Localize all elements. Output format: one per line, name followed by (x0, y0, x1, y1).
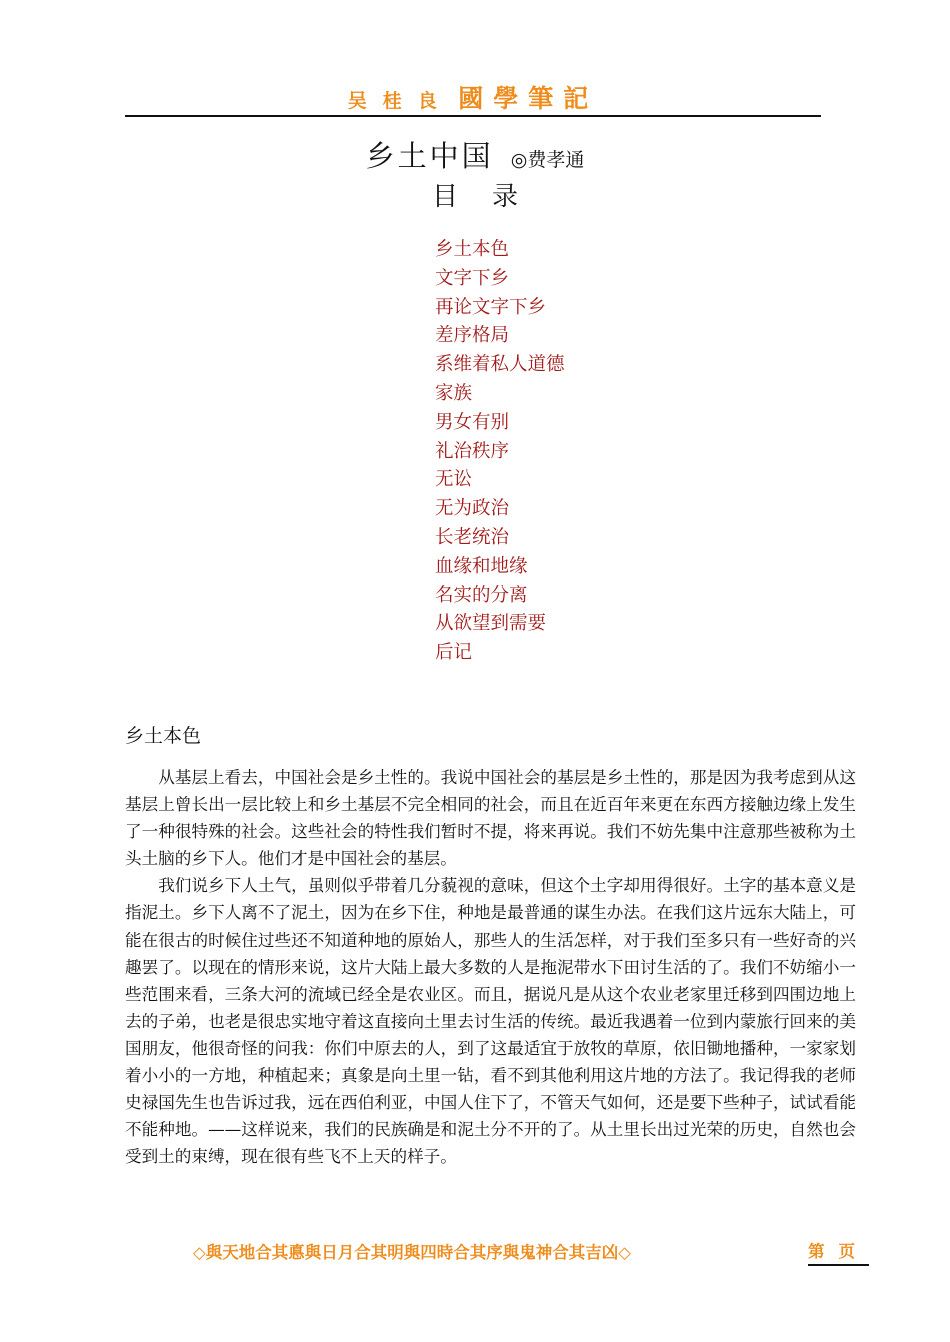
toc-item[interactable]: 后记 (435, 642, 473, 664)
header-series-title: 國學筆記 (458, 84, 599, 113)
toc-item[interactable]: 从欲望到需要 (435, 613, 547, 635)
chapter-heading: 乡土本色 (125, 725, 202, 747)
header-author: 吴桂良 (347, 90, 453, 112)
title-row (0, 134, 950, 175)
body-paragraph: 我们说乡下人土气，虽则似乎带着几分藐视的意味，但这个土字却用得很好。土字的基本意义是指泥土。乡下人离不了泥土，因为在乡下住，种地是最普通的谋生办法。在我们这片远东大陆上，可能在很古的时候住过些还不知道种地的原始人，那些人的生活怎样，对于我们至多只有一些好奇的兴趣罢了。以现在的情形来说，这片大陆上最大多数的人是拖泥带水下田讨生活的了。我们不妨缩小一些范围来看，三条大河的流域已经全是农业区。而且，据说凡是从这个农业老家里迁移到四围边地上去的子弟，也老是很忠实地守着这直接向土里去讨生活的传统。最近我遇着一位到内蒙旅行回来的美国朋友，他很奇怪的问我：你们中原去的人，到了这最适宜于放牧的草原，依旧锄地播种，一家家划着小小的一方地，种植起来；真象是向土里一钻，看不到其他利用这片地的方法了。我记得我的老师史禄国先生也告诉过我，远在西伯利亚，中国人住下了，不管天气如何，还是要下些种子，试试看能不能种地。——这样说来，我们的民族确是和泥土分不开的了。从土里长出过光荣的历史，自然也会受到土的束缚，现在很有些飞不上天的样子。 (125, 876, 856, 1167)
page-number-label: 第页 (808, 1240, 869, 1266)
chapter-body (125, 764, 856, 1170)
toc-heading: 目录 (431, 182, 552, 212)
toc-item[interactable]: 乡土本色 (435, 239, 510, 260)
toc-item[interactable]: 无为政治 (435, 498, 510, 520)
toc-item[interactable]: 家族 (435, 382, 473, 404)
table-of-contents (435, 236, 565, 668)
page-header (125, 84, 821, 117)
toc-item[interactable]: 礼治秩序 (435, 440, 510, 462)
book-title: 乡土中国 (365, 139, 494, 173)
toc-item[interactable]: 名实的分离 (435, 584, 528, 606)
footer-motto: ◇與天地合其悳與日月合其明與四時合其序與鬼神合其吉凶◇ (193, 1243, 631, 1262)
toc-item[interactable]: 再论文字下乡 (435, 296, 547, 318)
body-paragraph: 从基层上看去，中国社会是乡土性的。我说中国社会的基层是乡土性的，那是因为我考虑到从这基层上曾长出一层比较上和乡土基层不完全相同的社会，而且在近百年来更在东西方接触边缘上发生了一种很特殊的社会。这些社会的特性我们暂时不提，将来再说。我们不妨先集中注意那些被称为土头土脑的乡下人。他们才是中国社会的基层。 (125, 768, 856, 869)
header-divider (125, 115, 821, 117)
toc-item[interactable]: 长老统治 (435, 526, 510, 548)
toc-item[interactable]: 血缘和地缘 (435, 555, 528, 577)
toc-item[interactable]: 差序格局 (435, 325, 510, 347)
toc-item[interactable]: 文字下乡 (435, 267, 510, 289)
toc-item[interactable]: 男女有别 (435, 411, 510, 433)
toc-item[interactable]: 系维着私人道德 (435, 354, 565, 376)
toc-item[interactable]: 无讼 (435, 469, 473, 491)
book-author: ◎费孝通 (510, 149, 585, 171)
